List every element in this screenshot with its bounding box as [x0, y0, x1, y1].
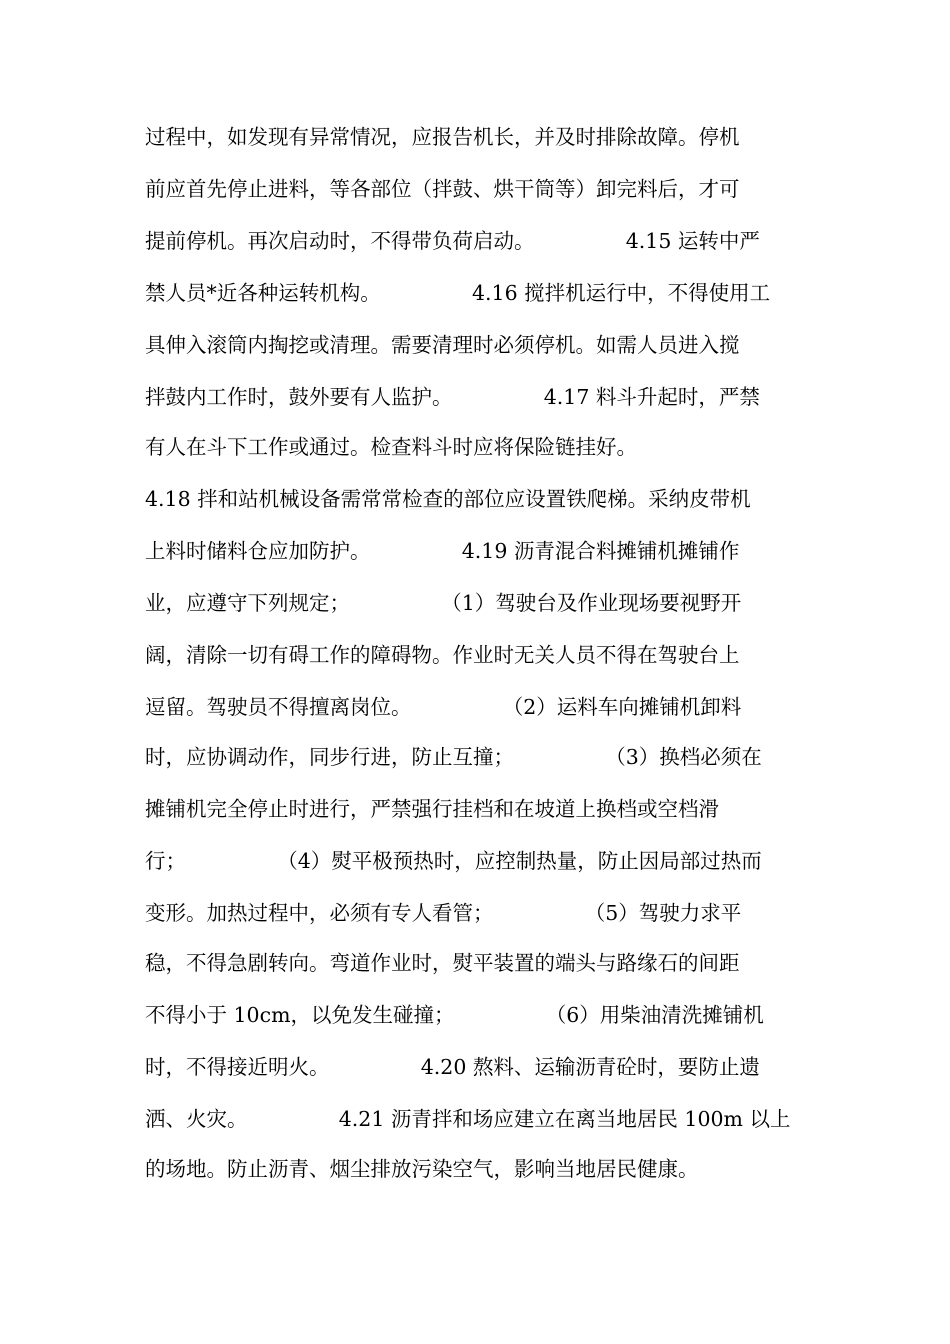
text-line: 时，应协调动作，同步行进，防止互撞； （3）换档必须在	[145, 745, 762, 769]
text-line: 业，应遵守下列规定； （1）驾驶台及作业现场要视野开	[145, 591, 742, 615]
text-line: 拌鼓内工作时，鼓外要有人监护。 4.17 料斗升起时，严禁	[145, 385, 760, 409]
text-line: 过程中，如发现有异常情况，应报告机长，并及时排除故障。停机	[145, 125, 740, 149]
text-line: 提前停机。再次启动时，不得带负荷启动。 4.15 运转中严	[145, 229, 760, 253]
text-line: 不得小于 10cm，以免发生碰撞； （6）用柴油清洗摊铺机	[145, 1003, 764, 1027]
text-line: 逗留。驾驶员不得擅离岗位。 （2）运料车向摊铺机卸料	[145, 695, 742, 719]
text-line: 变形。加热过程中，必须有专人看管； （5）驾驶力求平	[145, 901, 742, 925]
text-line: 前应首先停止进料，等各部位（拌鼓、烘干筒等）卸完料后，才可	[145, 177, 740, 201]
text-line: 洒、火灾。 4.21 沥青拌和场应建立在离当地居民 100m 以上	[145, 1107, 791, 1131]
text-line: 具伸入滚筒内掏挖或清理。需要清理时必须停机。如需人员进入搅	[145, 333, 740, 357]
text-line: 禁人员*近各种运转机构。 4.16 搅拌机运行中，不得使用工	[145, 281, 771, 305]
text-line: 4.18 拌和站机械设备需常常检查的部位应设置铁爬梯。采纳皮带机	[145, 487, 751, 511]
text-line: 有人在斗下工作或通过。检查料斗时应将保险链挂好。	[145, 435, 637, 459]
text-line: 时，不得接近明火。 4.20 熬料、运输沥青砼时，要防止遗	[145, 1055, 760, 1079]
text-line: 阔，清除一切有碍工作的障碍物。作业时无关人员不得在驾驶台上	[145, 643, 740, 667]
text-line: 行； （4）熨平极预热时，应控制热量，防止因局部过热而	[145, 849, 762, 873]
text-line: 上料时储料仓应加防护。 4.19 沥青混合料摊铺机摊铺作	[145, 539, 740, 563]
text-line: 摊铺机完全停止时进行，严禁强行挂档和在坡道上换档或空档滑	[145, 797, 719, 821]
text-line: 稳，不得急剧转向。弯道作业时，熨平装置的端头与路缘石的间距	[145, 951, 740, 975]
text-line: 的场地。防止沥青、烟尘排放污染空气，影响当地居民健康。	[145, 1157, 699, 1181]
